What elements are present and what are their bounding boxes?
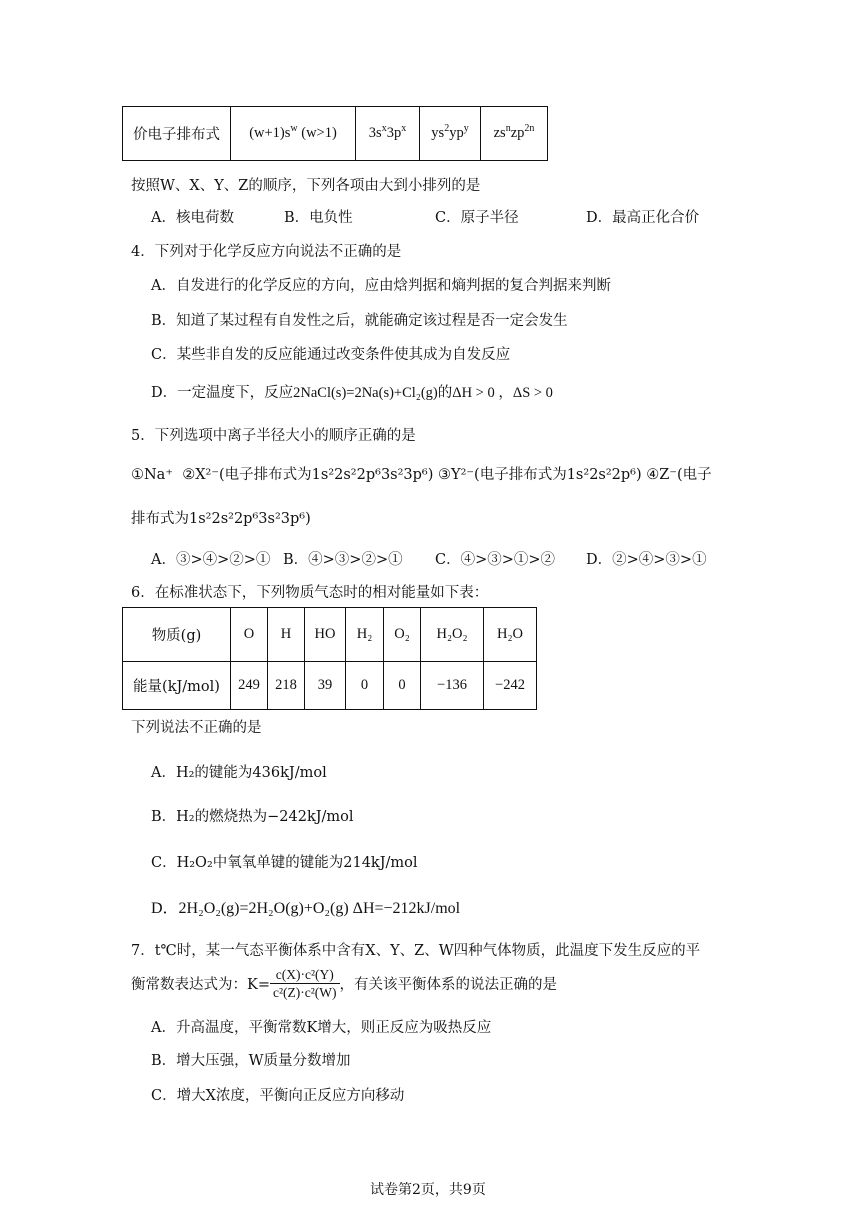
energy-table-cell: 0 xyxy=(346,662,384,710)
q3-option-d: D．最高正化合价 xyxy=(586,210,700,226)
question-3-prompt: 按照W、X、Y、Z的顺序，下列各项由大到小排列的是 xyxy=(131,178,481,194)
table-cell-x: $3s^x3p^x$ xyxy=(356,107,420,161)
page-footer: 试卷第2页，共9页 xyxy=(370,1182,486,1198)
energy-table-cell: 249 xyxy=(231,662,268,710)
energy-table-cell: H xyxy=(268,608,305,662)
energy-table-cell: −242 xyxy=(484,662,537,710)
q4-option-a: A．自发进行的化学反应的方向，应由焓判据和熵判据的复合判据来判断 xyxy=(151,278,611,294)
table-cell-z: $zs^nzp^{2n}$ xyxy=(481,107,548,161)
energy-table-cell: H₂ xyxy=(346,608,384,662)
equilibrium-constant-fraction: $\frac{\text{c(X)·c²(Y)}}{\text{c²(Z)·c²(W)}}$ xyxy=(270,966,340,1001)
q6-option-a: A．H₂的键能为436kJ/mol xyxy=(151,765,327,781)
q6-option-b: B．H₂的燃烧热为−242kJ/mol xyxy=(151,809,354,825)
energy-table-cell: −136 xyxy=(421,662,484,710)
q4-option-c: C．某些非自发的反应能通过改变条件使其成为自发反应 xyxy=(151,347,511,363)
electron-config-table xyxy=(122,106,548,161)
q7-option-a: A．升高温度，平衡常数K增大，则正反应为吸热反应 xyxy=(151,1020,492,1036)
energy-table-cell: H₂O xyxy=(484,608,537,662)
q5-option-d: D．②>④>③>① xyxy=(586,552,707,568)
energy-table-cell: 0 xyxy=(384,662,421,710)
q4-option-d: D．一定温度下，反应2NaCl(s)=2Na(s)+Cl₂(g)的ΔH > 0 ，ΔS > 0 xyxy=(151,385,553,401)
question-6-stem: 6．在标准状态下，下列物质气态时的相对能量如下表： xyxy=(131,585,489,601)
energy-table-cell: O₂ xyxy=(384,608,421,662)
q7-option-c: C．增大X浓度，平衡向正反应方向移动 xyxy=(151,1088,405,1104)
q6-option-c: C．H₂O₂中氧氧单键的键能为214kJ/mol xyxy=(151,855,418,871)
q5-items-line2: 排布式为1s²2s²2p⁶3s²3p⁶) xyxy=(131,511,311,527)
q4-option-b: B．知道了某过程有自发性之后，就能确定该过程是否一定会发生 xyxy=(151,313,568,329)
q3-option-c: C．原子半径 xyxy=(435,210,519,226)
q7-expression-line: 衡常数表达式为：K= $\frac{\text{c(X)·c²(Y)}}{\text{c²(Z)·c²(W)}}$ ，有关该平衡体系的说法正确的是 xyxy=(131,967,558,1000)
q7-option-b: B．增大压强，W质量分数增加 xyxy=(151,1053,351,1069)
q3-option-a: A．核电荷数 xyxy=(151,210,234,226)
q5-option-a: A．③>④>②>① xyxy=(151,552,271,568)
q6-option-d: D．2H₂O₂(g)=2H₂O(g)+O₂(g) ΔH=−212kJ/mol xyxy=(151,900,461,917)
table-header-cell: 价电子排布式 xyxy=(123,107,231,161)
q5-items-line1: ①Na⁺ ②X²⁻(电子排布式为1s²2s²2p⁶3s²3p⁶) ③Y²⁻(电子排布式为1s²2s²2p⁶) ④Z⁻(电子 xyxy=(131,467,712,483)
energy-table-row1-label: 物质(g) xyxy=(123,608,231,662)
q6-after-table: 下列说法不正确的是 xyxy=(131,720,262,736)
q3-option-b: B．电负性 xyxy=(284,210,353,226)
energy-table-cell: HO xyxy=(305,608,346,662)
question-5-stem: 5．下列选项中离子半径大小的顺序正确的是 xyxy=(131,428,416,444)
energy-table-cell: 218 xyxy=(268,662,305,710)
energy-table-row2-label: 能量(kJ/mol) xyxy=(123,662,231,710)
q5-option-c: C．④>③>①>② xyxy=(435,552,556,568)
energy-table-cell: 39 xyxy=(305,662,346,710)
energy-table-cell: H₂O₂ xyxy=(421,608,484,662)
table-cell-y: $ys^2yp^y$ xyxy=(420,107,481,161)
energy-table-cell: O xyxy=(231,608,268,662)
energy-table xyxy=(122,607,537,710)
table-cell-w: $(w+1)s^w$ (w>1) xyxy=(231,107,356,161)
q5-option-b: B．④>③>②>① xyxy=(283,552,403,568)
question-7-stem: 7．t℃时，某一气态平衡体系中含有X、Y、Z、W四种气体物质，此温度下发生反应的平 xyxy=(131,943,701,959)
question-4-stem: 4．下列对于化学反应方向说法不正确的是 xyxy=(131,244,402,260)
